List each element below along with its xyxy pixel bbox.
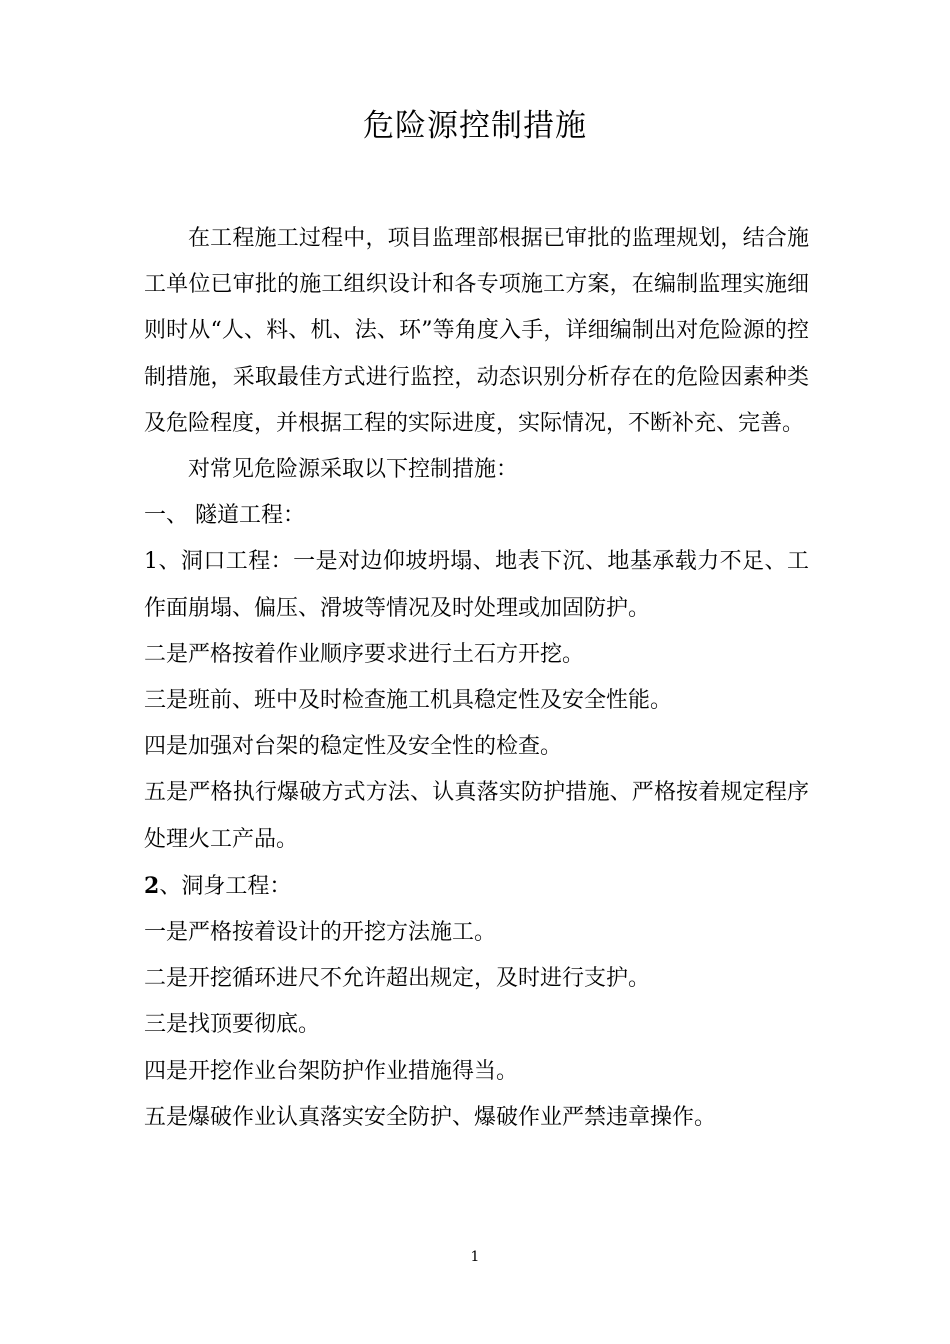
portal-section-text: 、洞口工程：一是对边仰坡坍塌、地表下沉、地基承载力不足、工作面崩塌、偏压、滑坡等情况及时处理或加固防护。 <box>144 549 809 621</box>
tunnel-body-measure-2: 二是开挖循环进尺不允许超出规定，及时进行支护。 <box>144 966 651 992</box>
portal-measure-3: 三是班前、班中及时检查施工机具稳定性及安全性能。 <box>144 688 673 714</box>
portal-section-number: 1 <box>144 549 158 575</box>
portal-measure-4: 四是加强对台架的稳定性及安全性的检查。 <box>144 734 563 760</box>
tunnel-body-heading <box>144 863 809 910</box>
tunnel-body-measure-3: 三是找顶要彻底。 <box>144 1012 321 1038</box>
tunnel-body-measure-4: 四是开挖作业台架防护作业措施得当。 <box>144 1058 519 1084</box>
document-body <box>144 216 809 1141</box>
tunnel-body-measure-5: 五是爆破作业认真落实安全防护、爆破作业严禁违章操作。 <box>144 1104 717 1130</box>
tunnel-body-section-text: 、洞身工程： <box>159 873 292 899</box>
page-number: 1 <box>470 1249 480 1265</box>
tunnel-body-section-number: 2 <box>144 872 160 899</box>
portal-engineering-paragraph <box>144 539 809 631</box>
portal-measure-2: 二是严格按着作业顺序要求进行土石方开挖。 <box>144 641 585 667</box>
intro-paragraph: 在工程施工过程中，项目监理部根据已审批的监理规划，结合施工单位已审批的施工组织设计和各专项施工方案，在编制监理实施细则时从“人、料、机、法、环”等角度入手，详细编制出对危险源的控制措施，采取最佳方式进行监控，动态识别分析存在的危险因素种类及危险程度，并根据工程的实际进度，实际情况，不断补充、完善。 <box>144 226 809 436</box>
measures-intro-paragraph: 对常见危险源采取以下控制措施： <box>188 457 519 483</box>
document-title: 危险源控制措施 <box>363 108 587 144</box>
portal-measure-5: 五是严格执行爆破方式方法、认真落实防护措施、严格按着规定程序处理火工产品。 <box>144 780 809 852</box>
section-heading-tunnel-engineering: 一、 隧道工程： <box>144 503 305 529</box>
tunnel-body-measure-1: 一是严格按着设计的开挖方法施工。 <box>144 920 497 946</box>
